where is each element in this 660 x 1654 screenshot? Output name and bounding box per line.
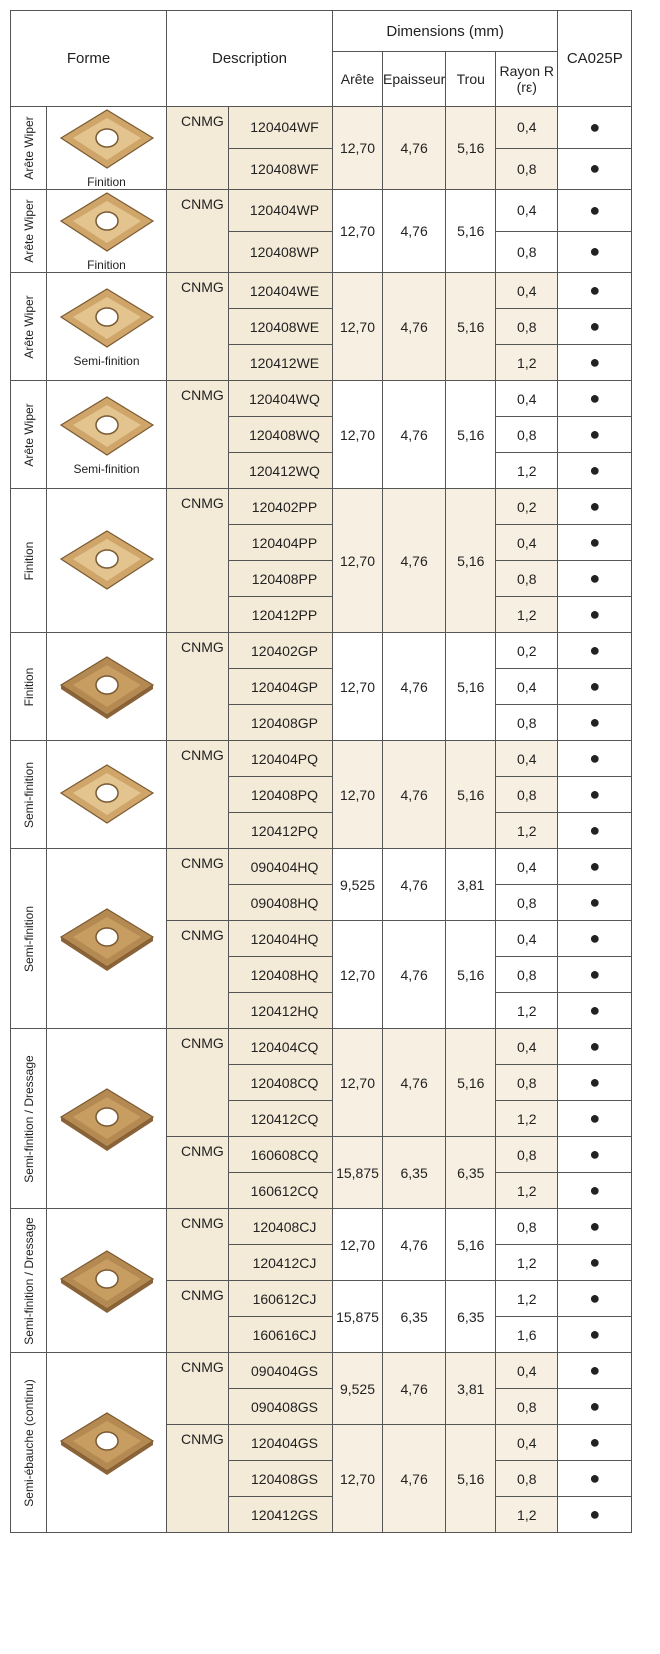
prefix-label: CNMG	[181, 1359, 224, 1375]
category-label: Arête Wiper	[21, 294, 36, 359]
arete-cell: 12,70	[333, 489, 383, 633]
epaisseur-cell: 4,76	[383, 273, 446, 381]
arete-cell: 12,70	[333, 1425, 383, 1533]
prefix-label: CNMG	[181, 387, 224, 403]
radius-cell: 0,8	[496, 231, 558, 273]
prefix-cell	[167, 381, 229, 489]
code-cell: 160612CQ	[229, 1173, 333, 1209]
radius-cell: 0,8	[496, 1209, 558, 1245]
availability-dot: ●	[558, 1245, 632, 1281]
code-cell: 120404WE	[229, 273, 333, 309]
availability-dot: ●	[558, 525, 632, 561]
prefix-label: CNMG	[181, 1431, 224, 1447]
header-forme: Forme	[11, 11, 167, 107]
code-cell: 120408GP	[229, 705, 333, 741]
category-label: Semi-ébauche (continu)	[21, 1378, 36, 1507]
trou-cell: 5,16	[446, 489, 496, 633]
trou-cell: 5,16	[446, 633, 496, 741]
insert-pq-icon	[47, 762, 166, 828]
availability-dot: ●	[558, 561, 632, 597]
radius-cell: 0,4	[496, 1425, 558, 1461]
availability-dot: ●	[558, 597, 632, 633]
epaisseur-cell: 4,76	[383, 1353, 446, 1425]
availability-dot: ●	[558, 1425, 632, 1461]
category-cell	[11, 190, 47, 273]
prefix-label: CNMG	[181, 196, 224, 212]
code-cell: 120408PQ	[229, 777, 333, 813]
category-label: Arête Wiper	[21, 116, 36, 180]
epaisseur-cell: 4,76	[383, 1029, 446, 1137]
epaisseur-cell: 4,76	[383, 381, 446, 489]
availability-dot: ●	[558, 381, 632, 417]
header-description: Description	[167, 11, 333, 107]
radius-cell: 0,8	[496, 417, 558, 453]
insert-image-cell	[47, 1029, 167, 1209]
radius-cell: 0,4	[496, 921, 558, 957]
arete-cell: 12,70	[333, 190, 383, 273]
availability-dot: ●	[558, 1281, 632, 1317]
arete-cell: 12,70	[333, 741, 383, 849]
table-row	[11, 107, 632, 149]
code-cell: 120404CQ	[229, 1029, 333, 1065]
prefix-cell	[167, 190, 229, 273]
prefix-label: CNMG	[181, 1215, 224, 1231]
prefix-label: CNMG	[181, 747, 224, 763]
epaisseur-cell: 6,35	[383, 1281, 446, 1353]
category-cell	[11, 849, 47, 1029]
radius-cell: 0,4	[496, 381, 558, 417]
availability-dot: ●	[558, 669, 632, 705]
radius-cell: 0,4	[496, 107, 558, 149]
insert-cq-icon	[47, 1086, 166, 1152]
radius-cell: 0,8	[496, 885, 558, 921]
code-cell: 120402GP	[229, 633, 333, 669]
code-cell: 120408CJ	[229, 1209, 333, 1245]
prefix-label: CNMG	[181, 639, 224, 655]
insert-image-cell	[47, 1209, 167, 1353]
code-cell: 120404PP	[229, 525, 333, 561]
epaisseur-cell: 6,35	[383, 1137, 446, 1209]
prefix-label: CNMG	[181, 113, 224, 129]
category-label: Semi-finition	[21, 761, 36, 828]
prefix-cell	[167, 1281, 229, 1353]
epaisseur-cell: 4,76	[383, 190, 446, 273]
availability-dot: ●	[558, 1065, 632, 1101]
radius-cell: 0,4	[496, 741, 558, 777]
radius-cell: 0,4	[496, 1353, 558, 1389]
prefix-cell	[167, 741, 229, 849]
epaisseur-cell: 4,76	[383, 1425, 446, 1533]
insert-image-cell	[47, 190, 167, 273]
category-cell	[11, 1029, 47, 1209]
code-cell: 120408GS	[229, 1461, 333, 1497]
radius-cell: 0,8	[496, 705, 558, 741]
insert-cj-icon	[47, 1248, 166, 1314]
prefix-cell	[167, 1029, 229, 1137]
code-cell: 120412WE	[229, 345, 333, 381]
code-cell: 120412PP	[229, 597, 333, 633]
insert-image-cell	[47, 381, 167, 489]
prefix-label: CNMG	[181, 279, 224, 295]
category-label: Finition	[21, 667, 36, 706]
code-cell: 090408GS	[229, 1389, 333, 1425]
header-grade: CA025P	[558, 11, 632, 107]
category-label: Semi-finition / Dressage	[21, 1216, 36, 1345]
prefix-label: CNMG	[181, 1035, 224, 1051]
availability-dot: ●	[558, 957, 632, 993]
epaisseur-cell: 4,76	[383, 633, 446, 741]
category-cell	[11, 381, 47, 489]
availability-dot: ●	[558, 849, 632, 885]
insert-image-cell	[47, 107, 167, 190]
trou-cell: 5,16	[446, 190, 496, 273]
code-cell: 090404HQ	[229, 849, 333, 885]
insert-image-cell	[47, 849, 167, 1029]
header-trou: Trou	[446, 52, 496, 107]
prefix-cell	[167, 273, 229, 381]
availability-dot: ●	[558, 148, 632, 190]
insert-image-cell	[47, 633, 167, 741]
code-cell: 160608CQ	[229, 1137, 333, 1173]
category-cell	[11, 633, 47, 741]
availability-dot: ●	[558, 1137, 632, 1173]
availability-dot: ●	[558, 1317, 632, 1353]
radius-cell: 1,2	[496, 993, 558, 1029]
code-cell: 120402PP	[229, 489, 333, 525]
radius-cell: 0,2	[496, 489, 558, 525]
epaisseur-cell: 4,76	[383, 849, 446, 921]
radius-cell: 1,2	[496, 1281, 558, 1317]
radius-cell: 0,4	[496, 1029, 558, 1065]
category-label: Semi-finition / Dressage	[21, 1054, 36, 1183]
prefix-cell	[167, 1425, 229, 1533]
trou-cell: 5,16	[446, 1425, 496, 1533]
availability-dot: ●	[558, 633, 632, 669]
code-cell: 120404WQ	[229, 381, 333, 417]
availability-dot: ●	[558, 705, 632, 741]
prefix-cell	[167, 849, 229, 921]
prefix-cell	[167, 633, 229, 741]
radius-cell: 0,4	[496, 669, 558, 705]
availability-dot: ●	[558, 417, 632, 453]
radius-cell: 0,8	[496, 1461, 558, 1497]
availability-dot: ●	[558, 1173, 632, 1209]
availability-dot: ●	[558, 345, 632, 381]
radius-cell: 0,4	[496, 273, 558, 309]
trou-cell: 5,16	[446, 381, 496, 489]
arete-cell: 12,70	[333, 273, 383, 381]
arete-cell: 12,70	[333, 1209, 383, 1281]
radius-cell: 1,6	[496, 1317, 558, 1353]
availability-dot: ●	[558, 231, 632, 273]
category-cell	[11, 1353, 47, 1533]
header-epaisseur: Epaisseur	[383, 52, 446, 107]
code-cell: 120408WQ	[229, 417, 333, 453]
arete-cell: 9,525	[333, 1353, 383, 1425]
code-cell: 120412HQ	[229, 993, 333, 1029]
availability-dot: ●	[558, 489, 632, 525]
category-cell	[11, 107, 47, 190]
radius-cell: 1,2	[496, 1245, 558, 1281]
code-cell: 120408PP	[229, 561, 333, 597]
category-label: Finition	[21, 541, 36, 580]
trou-cell: 5,16	[446, 1029, 496, 1137]
prefix-cell	[167, 1353, 229, 1425]
arete-cell: 9,525	[333, 849, 383, 921]
table-row	[11, 489, 632, 525]
arete-cell: 12,70	[333, 633, 383, 741]
prefix-label: CNMG	[181, 1287, 224, 1303]
header-rayon	[496, 52, 558, 107]
epaisseur-cell: 4,76	[383, 489, 446, 633]
availability-dot: ●	[558, 813, 632, 849]
header-rayon-unit: (rε)	[516, 79, 537, 95]
trou-cell: 5,16	[446, 273, 496, 381]
header-arete: Arête	[333, 52, 383, 107]
trou-cell: 5,16	[446, 921, 496, 1029]
code-cell: 120412GS	[229, 1497, 333, 1533]
radius-cell: 0,8	[496, 1065, 558, 1101]
radius-cell: 1,2	[496, 813, 558, 849]
radius-cell: 1,2	[496, 1101, 558, 1137]
table-row	[11, 849, 632, 885]
category-label: Semi-finition	[21, 905, 36, 972]
category-label: Arête Wiper	[21, 199, 36, 263]
code-cell: 120408WE	[229, 309, 333, 345]
availability-dot: ●	[558, 1497, 632, 1533]
table-row	[11, 741, 632, 777]
code-cell: 120408HQ	[229, 957, 333, 993]
code-cell: 120408WF	[229, 148, 333, 190]
insert-pp-icon	[47, 528, 166, 594]
trou-cell: 5,16	[446, 1209, 496, 1281]
code-cell: 120412CJ	[229, 1245, 333, 1281]
code-cell: 160616CJ	[229, 1317, 333, 1353]
category-label: Arête Wiper	[21, 402, 36, 467]
code-cell: 120404WF	[229, 107, 333, 149]
table-row	[11, 190, 632, 232]
insert-image-cell	[47, 741, 167, 849]
availability-dot: ●	[558, 921, 632, 957]
availability-dot: ●	[558, 993, 632, 1029]
radius-cell: 0,4	[496, 525, 558, 561]
code-cell: 120412CQ	[229, 1101, 333, 1137]
availability-dot: ●	[558, 1353, 632, 1389]
prefix-cell	[167, 489, 229, 633]
insert-hq-icon	[47, 906, 166, 972]
availability-dot: ●	[558, 1209, 632, 1245]
radius-cell: 1,2	[496, 597, 558, 633]
header-rayon-label: Rayon R	[499, 63, 554, 79]
radius-cell: 1,2	[496, 1497, 558, 1533]
table-row	[11, 273, 632, 309]
insert-caption: Semi-finition	[73, 461, 140, 476]
availability-dot: ●	[558, 1389, 632, 1425]
prefix-label: CNMG	[181, 927, 224, 943]
trou-cell: 3,81	[446, 1353, 496, 1425]
radius-cell: 1,2	[496, 453, 558, 489]
insert-image-cell	[47, 1353, 167, 1533]
code-cell: 120412WQ	[229, 453, 333, 489]
code-cell: 120404PQ	[229, 741, 333, 777]
prefix-cell	[167, 1209, 229, 1281]
radius-cell: 0,8	[496, 561, 558, 597]
availability-dot: ●	[558, 273, 632, 309]
insert-table	[10, 10, 632, 1533]
insert-wiper-b-icon	[47, 190, 166, 256]
arete-cell: 12,70	[333, 381, 383, 489]
category-cell	[11, 489, 47, 633]
code-cell: 160612CJ	[229, 1281, 333, 1317]
insert-wiper-a-icon	[47, 107, 166, 173]
category-cell	[11, 741, 47, 849]
availability-dot: ●	[558, 309, 632, 345]
table-row	[11, 1029, 632, 1065]
trou-cell: 5,16	[446, 741, 496, 849]
code-cell: 090408HQ	[229, 885, 333, 921]
category-cell	[11, 273, 47, 381]
insert-caption: Semi-finition	[73, 353, 140, 368]
prefix-cell	[167, 921, 229, 1029]
availability-dot: ●	[558, 1101, 632, 1137]
table-row	[11, 633, 632, 669]
code-cell: 120404HQ	[229, 921, 333, 957]
epaisseur-cell: 4,76	[383, 107, 446, 190]
code-cell: 120412PQ	[229, 813, 333, 849]
code-cell: 120404WP	[229, 190, 333, 232]
prefix-label: CNMG	[181, 1143, 224, 1159]
arete-cell: 12,70	[333, 921, 383, 1029]
radius-cell: 0,8	[496, 1389, 558, 1425]
radius-cell: 0,2	[496, 633, 558, 669]
arete-cell: 15,875	[333, 1281, 383, 1353]
code-cell: 120404GS	[229, 1425, 333, 1461]
table-row	[11, 1209, 632, 1245]
epaisseur-cell: 4,76	[383, 1209, 446, 1281]
radius-cell: 0,8	[496, 309, 558, 345]
availability-dot: ●	[558, 885, 632, 921]
radius-cell: 1,2	[496, 345, 558, 381]
availability-dot: ●	[558, 453, 632, 489]
table-row	[11, 1353, 632, 1389]
trou-cell: 5,16	[446, 107, 496, 190]
insert-gs-icon	[47, 1410, 166, 1476]
radius-cell: 0,8	[496, 148, 558, 190]
availability-dot: ●	[558, 190, 632, 232]
prefix-label: CNMG	[181, 855, 224, 871]
insert-caption: Finition	[87, 175, 126, 189]
availability-dot: ●	[558, 1029, 632, 1065]
availability-dot: ●	[558, 741, 632, 777]
radius-cell: 1,2	[496, 1173, 558, 1209]
code-cell: 120404GP	[229, 669, 333, 705]
arete-cell: 12,70	[333, 1029, 383, 1137]
radius-cell: 0,8	[496, 957, 558, 993]
trou-cell: 3,81	[446, 849, 496, 921]
code-cell: 120408WP	[229, 231, 333, 273]
insert-image-cell	[47, 273, 167, 381]
radius-cell: 0,8	[496, 777, 558, 813]
arete-cell: 12,70	[333, 107, 383, 190]
trou-cell: 6,35	[446, 1137, 496, 1209]
availability-dot: ●	[558, 777, 632, 813]
prefix-cell	[167, 1137, 229, 1209]
availability-dot: ●	[558, 1461, 632, 1497]
insert-caption: Finition	[87, 258, 126, 272]
code-cell: 120408CQ	[229, 1065, 333, 1101]
radius-cell: 0,4	[496, 190, 558, 232]
epaisseur-cell: 4,76	[383, 741, 446, 849]
header-dimensions: Dimensions (mm)	[333, 11, 558, 52]
radius-cell: 0,4	[496, 849, 558, 885]
table-row	[11, 381, 632, 417]
code-cell: 090404GS	[229, 1353, 333, 1389]
availability-dot: ●	[558, 107, 632, 149]
insert-wiper-c-icon	[47, 286, 166, 352]
prefix-cell	[167, 107, 229, 190]
prefix-label: CNMG	[181, 495, 224, 511]
arete-cell: 15,875	[333, 1137, 383, 1209]
insert-image-cell	[47, 489, 167, 633]
insert-wiper-d-icon	[47, 394, 166, 460]
epaisseur-cell: 4,76	[383, 921, 446, 1029]
radius-cell: 0,8	[496, 1137, 558, 1173]
trou-cell: 6,35	[446, 1281, 496, 1353]
insert-gp-icon	[47, 654, 166, 720]
category-cell	[11, 1209, 47, 1353]
